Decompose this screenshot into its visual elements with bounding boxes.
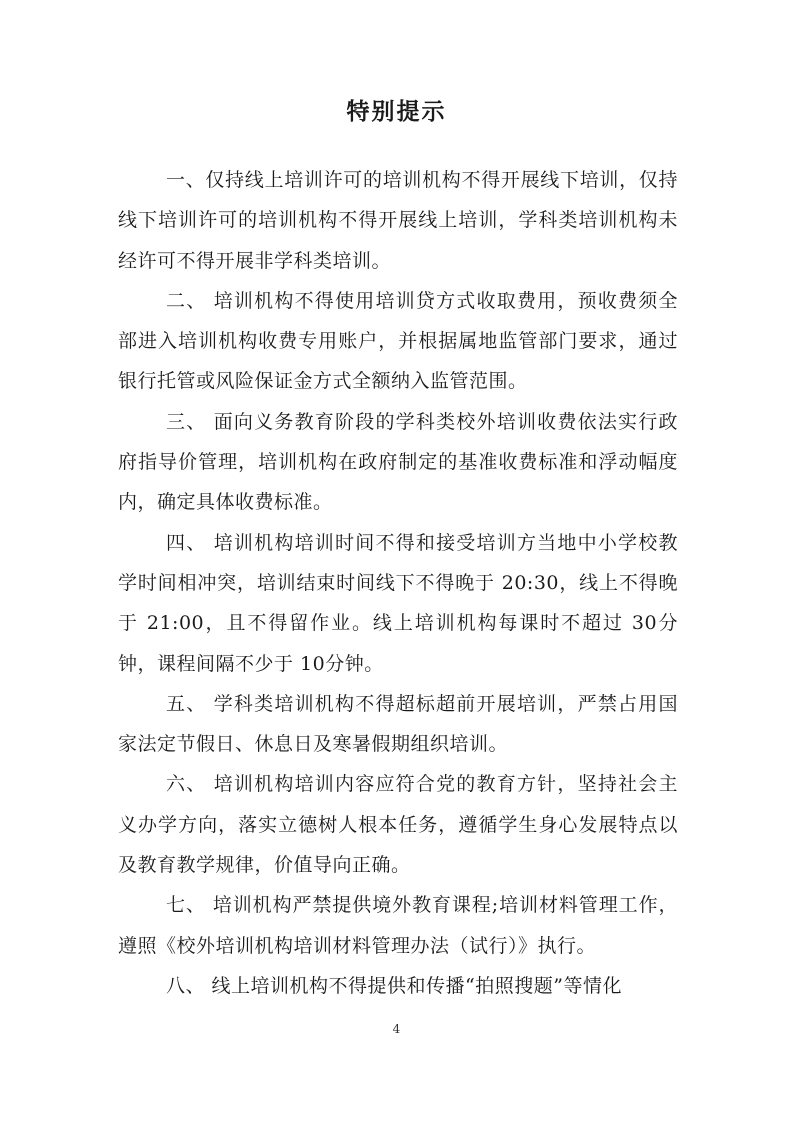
page-title: 特别提示: [346, 98, 447, 125]
document-body: [118, 160, 678, 1006]
paragraph-7: 七、 培训机构严禁提供境外教育课程;培训材料管理工作，遵照《校外培训机构培训材料管理办法（试行）》执行。: [118, 894, 678, 957]
paragraph-8: 八、 线上培训机构不得提供和传播“拍照搜题”等情化: [166, 974, 622, 997]
paragraph-5: 五、 学科类培训机构不得超标超前开展培训，严禁占用国家法定节假日、休息日及寒暑假期组织培训。: [118, 692, 678, 756]
paragraph-2: 二、 培训机构不得使用培训贷方式收取费用，预收费须全部进入培训机构收费专用账户，并根据属地监管部门要求，通过银行托管或风险保证金方式全额纳入监管范围。: [118, 289, 678, 393]
paragraph-1: 一、仅持线上培训许可的培训机构不得开展线下培训，仅持线下培训许可的培训机构不得开展线上培训，学科类培训机构未经许可不得开展非学科类培训。: [118, 169, 678, 272]
paragraph-3: 三、 面向义务教育阶段的学科类校外培训收费依法实行政府指导价管理，培训机构在政府制定的基准收费标准和浮动幅度内，确定具体收费标准。: [118, 410, 678, 514]
paragraph-6: 六、 培训机构培训内容应符合党的教育方针，坚持社会主义办学方向，落实立德树人根本任务，遵循学生身心发展特点以及教育教学规律，价值导向正确。: [118, 773, 678, 877]
paragraph-4: 四、 培训机构培训时间不得和接受培训方当地中小学校教学时间相冲突，培训结束时间线下不得晚于 20:30，线上不得晚于 21:00，且不得留作业。线上培训机构每课时不超过 30分钟，课程间隔不少于 10分钟。: [118, 531, 678, 675]
page-number: 4: [392, 1022, 401, 1036]
